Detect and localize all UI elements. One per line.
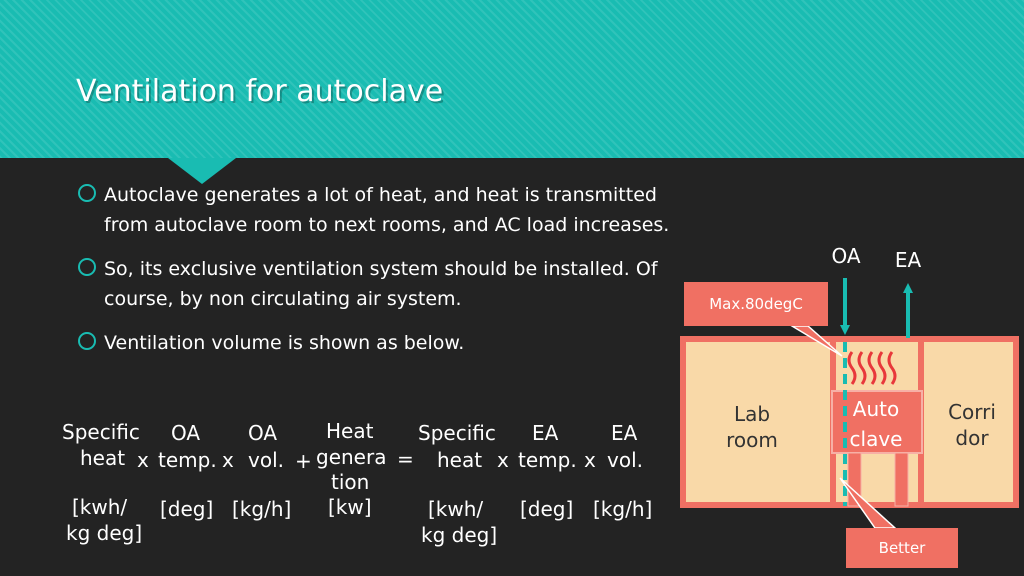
- formula-temp-label: temp.: [518, 448, 577, 472]
- bullet-text: So, its exclusive ventilation system should be installed. Of course, by non circulating air system.: [104, 258, 658, 310]
- lab-room-label: Lab: [733, 402, 771, 426]
- corridor-label: dor: [955, 426, 989, 450]
- formula-unit: [deg]: [160, 497, 214, 521]
- formula-oa-label: OA: [248, 421, 278, 445]
- formula-unit: [deg]: [520, 497, 574, 521]
- formula-multiply-sign: x: [137, 448, 149, 472]
- autoclave-leg: [895, 453, 908, 506]
- formula-equals-sign: =: [397, 447, 414, 471]
- lab-room-label: room: [726, 428, 778, 452]
- autoclave-label: clave: [849, 427, 903, 451]
- formula-vol-label: vol.: [607, 448, 643, 472]
- ea-label: EA: [894, 248, 922, 272]
- formula-heat-label: heat: [80, 446, 126, 470]
- formula-specific-label: Specific: [418, 421, 496, 445]
- max-temp-label: Max.80degC: [709, 295, 803, 313]
- formula-unit: kg deg]: [421, 523, 498, 547]
- formula-unit: [kwh/: [72, 495, 128, 519]
- formula-unit: kg deg]: [66, 521, 143, 545]
- formula-heat-label: heat: [437, 448, 483, 472]
- formula-generation-label: genera: [316, 445, 387, 469]
- max-temp-callout: [684, 282, 828, 326]
- formula-multiply-sign: x: [222, 448, 234, 472]
- formula-specific-label: Specific: [62, 420, 140, 444]
- formula-heat-label: Heat: [326, 419, 374, 443]
- formula-vol-label: vol.: [248, 448, 284, 472]
- formula-plus-sign: +: [295, 449, 312, 473]
- page-title: Ventilation for autoclave: [76, 74, 444, 109]
- formula-generation-label: tion: [331, 470, 370, 494]
- formula-unit: [kg/h]: [232, 497, 292, 521]
- bullet-text: Autoclave generates a lot of heat, and heat is transmitted from autoclave room to next rooms, and AC load increases.: [104, 184, 670, 236]
- formula-ea-label: EA: [532, 421, 559, 445]
- formula-multiply-sign: x: [584, 448, 596, 472]
- corridor-label: Corri: [948, 400, 996, 424]
- formula-multiply-sign: x: [497, 448, 509, 472]
- formula-unit: [kwh/: [428, 497, 484, 521]
- autoclave-label: Auto: [852, 397, 900, 421]
- formula-unit: [kw]: [328, 495, 372, 519]
- formula-temp-label: temp.: [158, 448, 217, 472]
- oa-label: OA: [831, 244, 861, 268]
- better-callout: [846, 528, 958, 568]
- formula-ea-label: EA: [611, 421, 638, 445]
- bullet-text: Ventilation volume is shown as below.: [104, 332, 465, 354]
- formula-unit: [kg/h]: [593, 497, 653, 521]
- formula-oa-label: OA: [171, 421, 201, 445]
- better-label: Better: [878, 539, 926, 557]
